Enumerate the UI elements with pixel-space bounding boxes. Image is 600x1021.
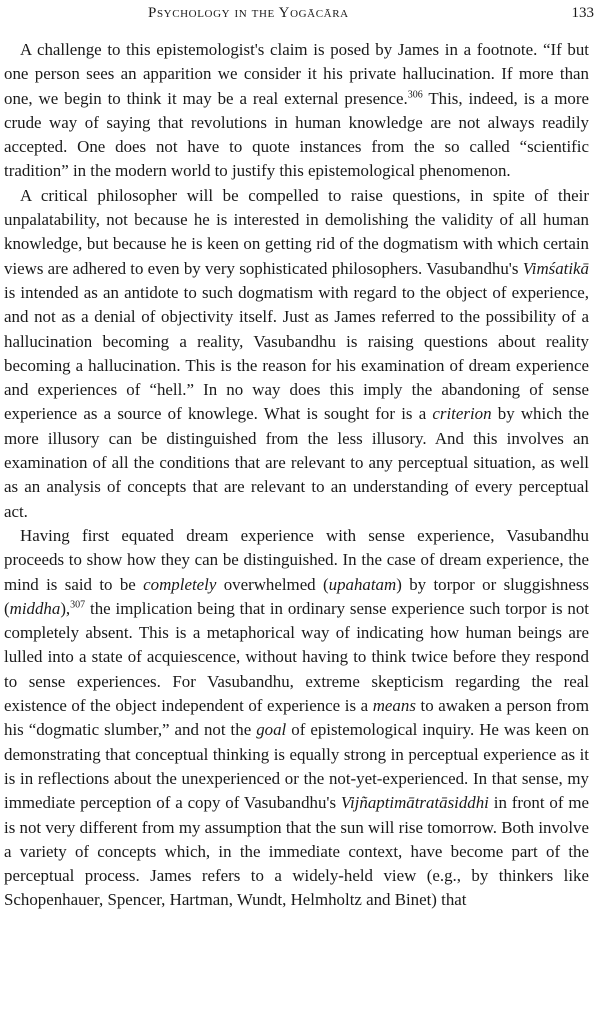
text-run: This, indeed, is a more crude way of saying that revolutions in human knowledge are not always readily accepted. One does not have to quote instances from the so called “scientific tradition” in the modern world to justify this epistemological phenomenon.: [4, 88, 589, 181]
text-run: to awaken a person from his “dogmatic slumber,” and not the: [4, 696, 589, 740]
italic-term: means: [372, 696, 416, 716]
italic-term: middha: [9, 598, 61, 618]
text-run: ) by torpor or sluggishness (: [4, 574, 589, 618]
italic-term: Vijñaptimātratāsiddhi: [340, 793, 489, 813]
italic-term: completely: [143, 574, 217, 594]
running-title: Psychology in the Yogācāra: [148, 5, 349, 21]
footnote-ref: 307: [70, 599, 86, 611]
running-header: [0, 2, 600, 26]
italic-term: criterion: [432, 404, 492, 424]
text-run: A challenge to this epistemologist's claim is posed by James in a footnote. “If but one person sees an apparition we consider it his private hallucination. If more than one, we begin to think it may be a real external presence.: [4, 40, 589, 108]
page-number: 133: [571, 5, 594, 21]
text-run: A critical philosopher will be compelled to raise questions, in spite of their unpalatability, not because he is interested in demolishing the validity of all human knowledge, but because he is keen on getting rid of the dogmatism with which certain views are adhered to even by very sophisticated philosophers. Vasubandhu's: [4, 185, 589, 278]
text-run: is intended as an antidote to such dogmatism with regard to the object of experience, and not as a denial of objectivity itself. Just as James referred to the possibility of a hallucination becoming a reality, Vasubandhu is raising questions about reality becoming a hallucination. This is the reason for his examination of dream experience and experiences of “hell.” In no way does this imply the abandoning of sense experience as a source of knowlege. What is sought for is a: [4, 282, 589, 424]
italic-term: Vimśatikā: [522, 258, 589, 278]
footnote-ref: 306: [407, 88, 423, 100]
text-run: the implication being that in ordinary sense experience such torpor is not completely absent. This is a metaphorical way of indicating how human beings are lulled into a state of acquiescence, without having to think twice before they respond to sense experiences. For Vasubandhu, extreme skepticism regarding the real existence of the object independent of experience is a: [4, 598, 589, 716]
italic-term: upahatam: [328, 574, 397, 594]
paragraph-1: [4, 38, 589, 184]
page-body: [4, 38, 589, 913]
italic-term: goal: [256, 720, 287, 740]
paragraph-2: [4, 184, 589, 524]
paragraph-3: [4, 524, 589, 913]
text-run: Having first equated dream experience with sense experience, Vasubandhu proceeds to show how they can be distinguished. In the case of dream experience, the mind is said to be: [4, 525, 589, 594]
text-run: ),: [60, 598, 71, 618]
text-run: by which the more illusory can be distinguished from the less illusory. And this involves an examination of all the conditions that are relevant to any perceptual situation, as well as an analysis of concepts that are relevant to an understanding of every perceptual act.: [4, 404, 589, 521]
text-run: overwhelmed (: [216, 574, 329, 594]
text-run: of epistemological inquiry. He was keen on demonstrating that conceptual thinking is equally strong in perceptual experience as it is in reflections about the unexperienced or the not-yet-experienced. In that sense, my immediate perception of a copy of Vasubandhu's: [4, 720, 589, 813]
text-run: in front of me is not very different from my assumption that the sun will rise tomorrow. Both involve a variety of concepts which, in the immediate context, have become part of the perceptual process. James refers to a widely-held view (e.g., by thinkers like Schopenhauer, Spencer, Hartman, Wundt, Helmholtz and Binet) that: [4, 793, 589, 910]
